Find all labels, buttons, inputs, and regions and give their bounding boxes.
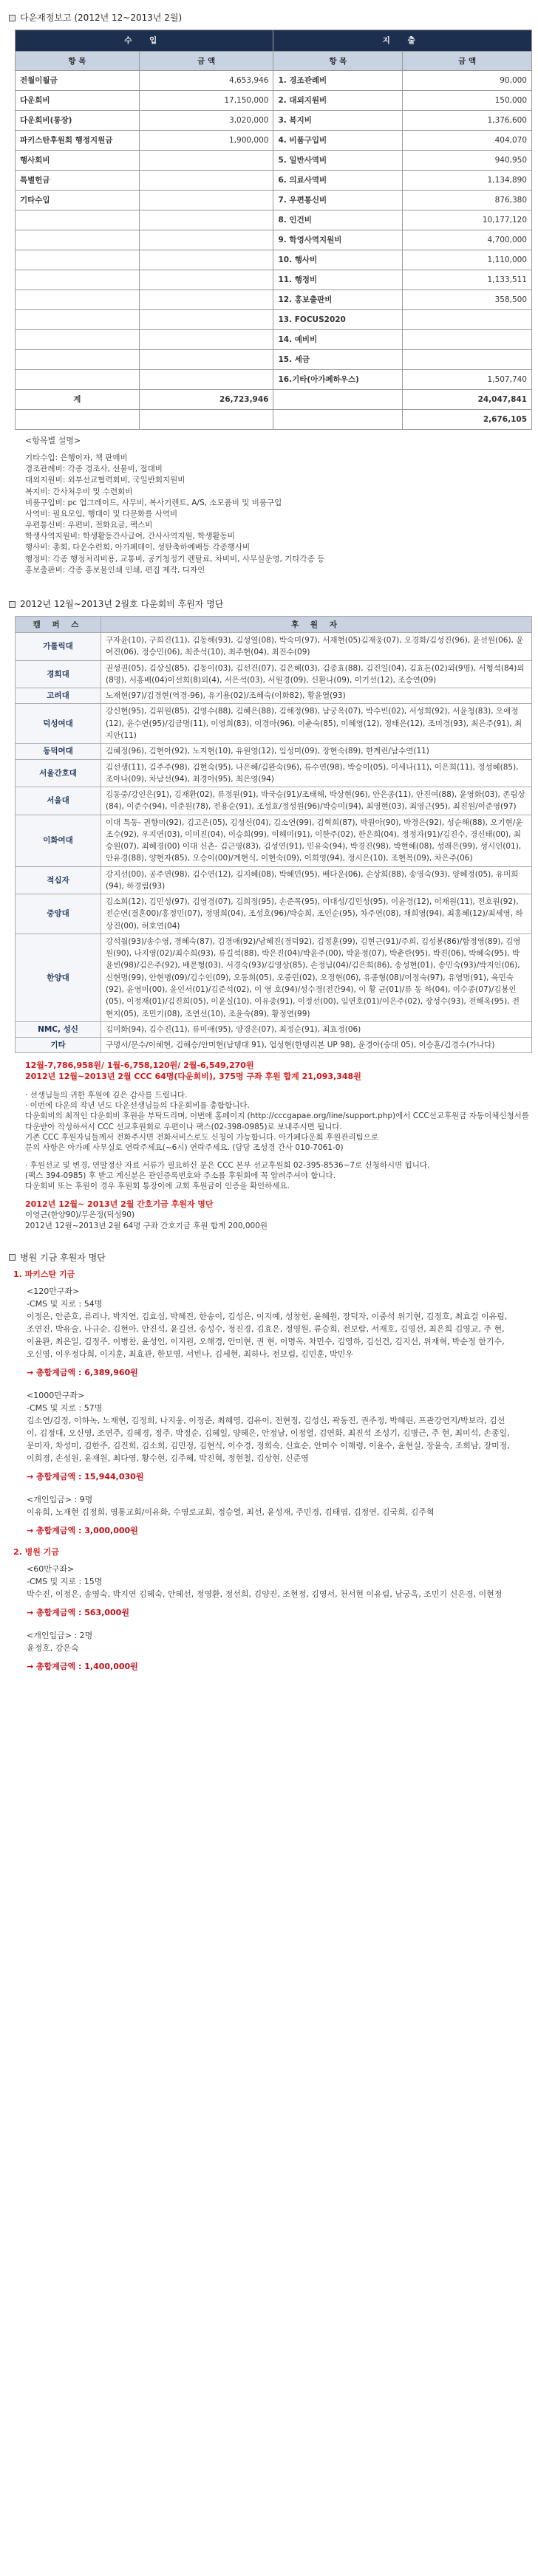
campus-name: 서울대 [16, 787, 101, 815]
campus-name: 가톨릭대 [16, 633, 101, 661]
income-amount [139, 290, 273, 310]
square-bullet-icon [9, 601, 16, 608]
campus-name: 경희대 [16, 660, 101, 688]
expense-item: 1. 경조관례비 [273, 71, 403, 91]
income-amount: 17,150,000 [139, 91, 273, 111]
total-income: 26,723,946 [139, 390, 273, 410]
notice-lines [25, 1090, 529, 1153]
note-line: 대외지원비: 외부선교협력회비, 국일반회지원비 [25, 476, 185, 485]
col-item-income: 항 목 [16, 52, 140, 71]
finance-table [15, 30, 532, 430]
expense-item: 7. 우편통신비 [273, 191, 403, 210]
sponsors-table [15, 616, 532, 1053]
expense-item: 14. 예비비 [273, 330, 403, 350]
income-item [16, 270, 140, 290]
notice-line: (팩스 394-0985) 후 받고 계신분은 관인증록번호와 주소를 후원회에 꼭 알려주셔야 합니다. [25, 1171, 336, 1181]
fund-group-total: → 총합계금액 : 15,944,030원 [27, 1472, 144, 1482]
fund-group-label: <1000만구좌> [27, 1390, 85, 1400]
expense-item: 3. 복지비 [273, 111, 403, 131]
note-line: 홍보출판비: 각종 홍보물인쇄 인쇄, 편집 제작, 디자인 [25, 565, 205, 575]
income-header: 수 입 [16, 30, 273, 52]
total-spacer [273, 390, 403, 410]
fund-group-total: → 총합계금액 : 563,000원 [27, 1607, 129, 1617]
sponsor-names: 김동중/강인은(91), 김재환(02), 류정원(91), 박국승(91)/조태해, 박상현(96), 안은종(11), 안진여(88), 윤영화(03), 존림상(84), 이준수(94), 이준원(78), 전용순(91), 조성효/정성원(96)/박승미(94), 최영현(03), 최영근(95), 최진원/이준영(97) [101, 787, 532, 815]
expense-header: 지 출 [273, 30, 532, 52]
expense-item: 10. 행사비 [273, 250, 403, 270]
expense-amount: 4,700,000 [403, 230, 532, 250]
col-item-expense: 항 목 [273, 52, 403, 71]
note-line: 비품구입비: pc 업그레이드, 사무비, 복사기렌트, A/S, 소모품비 및 비품구입 [25, 498, 282, 507]
sponsor-names: 이대 특동- 권향미(92), 김고은(05), 김성신(04), 김소연(99), 김혁희(87), 박원아(90), 박경은(92), 성순해(88), 오기현/윤조수(92), 우지연(03), 이미진(04), 이승희(99), 이해미(91), 이한주(02), 한은희(04), 정정자(91)/김진수, 경신태(00), 최승원(07), 최혜경(00) 이대 신촌- 김근영(83), 김성연(91), 민유숙(94), 박경진(98), 박현혜(08), 성래은(99), 성시인(01), 안유경(88), 양현자(85), 오승이(00)/계현식, 이현숙(09), 이희영(94), 정시은(10), 조현목(09), 차은주(06) [101, 815, 532, 866]
sponsor-row [16, 744, 532, 759]
fund-group-names: 이유희, 노재현 김정희, 영통교회/이유화, 수영로교회, 정승열, 최선, 윤성재, 주민경, 김태엽, 김정연, 김국희, 김주혁 [27, 1507, 435, 1518]
notice2-lines [25, 1160, 529, 1192]
finance-row [16, 330, 532, 350]
campus-name: NMC, 성신 [16, 1021, 101, 1037]
sponsor-names: 권성권(05), 김상실(85), 김동이(03), 김선건(07), 김은혜(03), 김종효(88), 김진일(04), 김효돈(02)외(9명), 서형석(84)외(8명), 서홍배(04)이선희(8)외(4), 서은석(03), 서원경(09), 신환나(09), 이기선(12), 조승연(09) [101, 660, 532, 688]
total-label: 계 [16, 390, 140, 410]
finance-row [16, 250, 532, 270]
item-notes [25, 436, 529, 575]
expense-item: 5. 일반사역비 [273, 151, 403, 171]
notice-line: · 후원선교 및 변경, 연말정산 자료 서류가 필요하신 분은 CCC 본부 선교후원회 02-395-8536~7로 신청하시면 됩니다. [25, 1161, 430, 1171]
sponsor-row [16, 759, 532, 787]
income-amount [139, 250, 273, 270]
notice-line: · 선생님들의 귀한 후원에 깊은 감사를 드립니다. [25, 1091, 188, 1100]
balance-spacer-1 [16, 410, 140, 430]
sponsors-section-title [9, 598, 529, 610]
notice-line: 문의 사항은 아가페 사무실로 연락주세요(~6시) 연락주세요. (담당 조성경 간사 010-7061-0) [25, 1143, 344, 1152]
notice-line: 다운회비의 최적인 다운회비 후원을 부탁드리며, 이번에 홈페이지 (http://cccgapae.org/line/support.php)에서 CCC선교후원금 자동이체신청서를 다운받아 작성하셔서 CCC 선교후원회로 우편이나 팩스(02-398-0985)로 보내주시면 됩니다. [25, 1111, 529, 1131]
fund-group-count: -CMS 및 지로 : 15명 [27, 1576, 103, 1586]
expense-item: 12. 홍보출판비 [273, 290, 403, 310]
sponsor-names: 구자윤(10), 구희진(11), 김동해(93), 김성열(08), 박숙미(97), 서재현(05)김재웅(07), 오경화/김성진(96), 윤선원(06), 윤여진(06), 정승민(06), 최준석(10), 최주현(04), 최진수(09) [101, 633, 532, 661]
note-line: 행정비: 각종 행정처리비용, 교통비, 공기청정기 렌탈료, 차비비, 사무실운영, 기타각종 등 [25, 554, 325, 564]
sponsor-row [16, 1038, 532, 1053]
expense-amount: 150,000 [403, 91, 532, 111]
income-item: 행사회비 [16, 151, 140, 171]
sponsor-row [16, 1021, 532, 1037]
expense-amount: 10,177,120 [403, 210, 532, 230]
campus-name: 적십자 [16, 866, 101, 894]
income-item: 전월이월금 [16, 71, 140, 91]
finance-row [16, 91, 532, 111]
campus-name: 중앙대 [16, 894, 101, 934]
expense-item: 6. 의료사역비 [273, 171, 403, 191]
finance-title: 다운재정보고 (2012년 12~2013년 2월) [20, 13, 183, 23]
fund-group-total: → 총합계금액 : 1,400,000원 [27, 1661, 138, 1671]
note-line: 학생사역지원비: 학생활동간사급여, 간사사역지원, 학생활동비 [25, 532, 235, 541]
expense-item: 11. 행정비 [273, 270, 403, 290]
campus-name: 이화여대 [16, 815, 101, 866]
sponsor-names: 김선생(11), 김주주(98), 김현숙(95), 나은혜/김완숙(96), 류수연(98), 박승이(05), 이세나(11), 이은희(11), 정성혜(85), 조아나(09), 차남선(94), 최경아(95), 최은영(94) [101, 759, 532, 787]
expense-item: 4. 비품구입비 [273, 131, 403, 151]
notes-lines [25, 453, 529, 575]
income-amount [139, 350, 273, 370]
expense-amount: 1,376,600 [403, 111, 532, 131]
expense-item: 16.기타(아가페하우스) [273, 370, 403, 390]
sponsors-summary-1: 12월-7,786,958원/ 1월-6,758,120원/ 2월-6,549,270원 [25, 1061, 254, 1071]
col-amount-income: 금 액 [139, 52, 273, 71]
sponsors-title: 2012년 12월~2013년 2월호 다운회비 후원자 명단 [20, 598, 224, 609]
campus-name: 서울간호대 [16, 759, 101, 787]
income-item: 기타수입 [16, 191, 140, 210]
income-amount [139, 330, 273, 350]
income-item [16, 370, 140, 390]
finance-row [16, 350, 532, 370]
campus-name: 기타 [16, 1038, 101, 1053]
expense-amount: 358,500 [403, 290, 532, 310]
note-line: 우편통신비: 우편비, 전화요금, 팩스비 [25, 521, 153, 530]
income-item: 파키스탄후원회 행정지원금 [16, 131, 140, 151]
fund-heading: 1. 파키스탄 기금 [13, 1269, 75, 1279]
expense-item: 8. 인건비 [273, 210, 403, 230]
expense-item: 2. 대외지원비 [273, 91, 403, 111]
col-area: 캠 퍼 스 [16, 617, 101, 633]
finance-row [16, 171, 532, 191]
income-amount [139, 270, 273, 290]
income-amount [139, 210, 273, 230]
finance-row [16, 191, 532, 210]
sponsor-names: 노재현(97)/김경현(역경-96), 유기용(02)/조혜숙(이화82), 황윤열(93) [101, 688, 532, 704]
sponsor-names: 강지선(00), 공주연(98), 김수연(12), 김지혜(08), 박혜민(95), 배다운(06), 손상희(88), 송영숙(93), 양혜정(05), 유미희(94), 하경림(93) [101, 866, 532, 894]
fund-heading: 2. 병원 기금 [13, 1546, 59, 1557]
balance-spacer-3 [273, 410, 403, 430]
finance-row [16, 230, 532, 250]
fund-group-total: → 총합계금액 : 3,000,000원 [27, 1526, 138, 1536]
expense-item: 13. FOCUS2020 [273, 310, 403, 330]
finance-row [16, 290, 532, 310]
fund-group-label: <개인입금> : 9명 [27, 1495, 93, 1505]
income-item [16, 210, 140, 230]
expense-amount [403, 330, 532, 350]
campus-name: 고려대 [16, 688, 101, 704]
sponsor-row [16, 934, 532, 1021]
note-line: 행사비: 총회, 다운수련회, 아가페데이, 성탄축하예배등 각종행사비 [25, 543, 251, 552]
sponsors-summary-2: 2012년 12월~2013년 2월 CCC 64명(다운회비), 375명 구좌 후원 합계 21,093,348원 [25, 1072, 361, 1082]
expense-amount: 940,950 [403, 151, 532, 171]
finance-row [16, 270, 532, 290]
income-amount [139, 171, 273, 191]
note-line: 경조관례비: 각종 경조사, 선물비, 접대비 [25, 465, 163, 474]
fund-group-label: <개인입금> : 2명 [27, 1630, 93, 1640]
funds-section-title [9, 1252, 529, 1264]
expense-amount: 1,507,740 [403, 370, 532, 390]
income-amount [139, 370, 273, 390]
event-line-1: 이영근(한양90)/무은정(덕성90) [25, 1210, 135, 1220]
funds-body [9, 1270, 529, 1673]
income-amount [139, 310, 273, 330]
fund-group-names: 윤정호, 강은숙 [27, 1642, 79, 1653]
finance-row [16, 310, 532, 330]
income-item [16, 290, 140, 310]
notice-line: 기존 CCC 후원자님들께서 전화주시면 전화서비스로도 신청이 가능합니다. 아가페다운회 후원관리팀으로 [25, 1132, 379, 1142]
finance-row [16, 370, 532, 390]
expense-amount [403, 350, 532, 370]
sponsor-names: 강신현(95), 김위원(85), 김영수(88), 김혜은(88), 김해정(98), 남궁옥(07), 박수빈(02), 서성희(92), 서윤청(83), 오애정(12), 윤수연(95)/김금명(11), 이영희(83), 이경아(96), 이춘숙(85), 이혜영(12), 정태은(12), 조미경(93), 최은주(91), 최지안(11) [101, 704, 532, 744]
sponsor-names: 김미화(94), 김수진(11), 류미애(95), 양경은(07), 최정순(91), 최효정(06) [101, 1021, 532, 1037]
event-line-2: 2012년 12월~2013년 2월 64명 구좌 간호기금 후원 합계 200,000원 [25, 1221, 268, 1230]
sponsor-names: 강석월(93)/송수영, 경혜숙(87), 김경애(92)/남혜진(경덕92), 김정훈(99), 김현근(91)/주희, 김성봉(86)/함정영(89), 김영원(90), 나지영(02)/최수희(93), 류길석(88), 박은진(04)/박윤주(00), 박윤정(07), 박춘란(95), 박진(06), 박혜숙(95), 박윤빈(98)/김은주(92), 배문형(03), 서경숙(93)/김영상(85), 손정님(04)/김은희(86), 송성현(01), 송민숙(93)/박지인(06), 신현명(99), 안현병(09)/김수인(09), 오동희(05), 오중민(02), 오정현(06), 유종형(08)/이정숙(97), 유영명(91), 육민숙(92), 윤영미(00), 윤인서(01)/김준석(02), 이 영 호(94)/성수경(전간94), 이 황 균(01)/류 동 하(04), 이수종(07)/김봉인(05), 이정재(01)/김진희(05), 이윤실(10), 이유종(91), 이정선(00), 임연호(01)/이은주(02), 장성수(93), 전해옥(95), 전현지(05), 조민기(08), 조연선(10), 조윤숙(89), 황정연(99) [101, 934, 532, 1021]
income-item [16, 310, 140, 330]
expense-amount: 1,133,511 [403, 270, 532, 290]
campus-name: 한양대 [16, 934, 101, 1021]
sponsor-row [16, 894, 532, 934]
finance-row [16, 210, 532, 230]
income-item: 특별헌금 [16, 171, 140, 191]
sponsor-names: 구명서/문수/이혜현, 김해승/안미현(남뎅대 91), 업성현(한뎅리본 UP 98), 윤경아(숭대 05), 이승훈/김경수(가나다) [101, 1038, 532, 1053]
finance-section-title [9, 12, 529, 24]
income-amount: 4,653,946 [139, 71, 273, 91]
sponsor-row [16, 704, 532, 744]
finance-row [16, 71, 532, 91]
expense-amount: 876,380 [403, 191, 532, 210]
income-amount: 3,020,000 [139, 111, 273, 131]
col-names: 후 원 자 [101, 617, 532, 633]
expense-amount [403, 310, 532, 330]
notice-line: 다운회비 또는 후원이 경우 후원회 통장이에 교회 후원금이 인증을 확인하세요. [25, 1182, 290, 1191]
fund-group-names: 이정은, 안준호, 류리나, 박지연, 김효심, 박혜진, 한송이, 김성은, 이지예, 성창헌, 윤혜원, 장덕자, 이중석 위기현, 김정호, 최효걸 이유림, 조연진, 박유술, 나규순, 김현아, 안진석, 윤길선, 송성수, 정진경, 김효은, 정영원, 류승희, 전보람, 서재호, 김영선, 최은희 김영교, 주 현, 이윤완, 최은일, 김정주, 이병찬, 윤성인, 이지원, 오해경, 안미현, 권 현, 이명옥, 차민수, 김영하, 김선건, 김지선, 위재혁, 박순정 한기수, 오신영, 이우정다희, 이지훈, 최효관, 한보영, 서빈나, 김세현, 최하나, 전보림, 김민훈, 박민우 [27, 1311, 508, 1360]
fund-group-names: 김소연/김정, 이하녹, 노재현, 김정희, 나지웅, 이정준, 최혜영, 김유이, 전현정, 김성신, 곽동진, 권주정, 박혜린, 프관강연지/박보라, 김선이, 김정대, 오신영, 조연주, 김혜경, 정주, 박정순, 김혜일, 양혜은, 안정남, 이정열, 김연화, 최진석 조성기, 김병근, 주 현, 최미석, 손종일, 문미자, 차성미, 김한주, 김진희, 김소희, 김민정, 김현식, 이수경, 정희숙, 신효순, 안미수 이해령, 이윤수, 윤현실, 장윤숙, 조희남, 장미정, 이희경, 손성원, 윤재원, 최다영, 황수현, 김주혜, 박진혁, 정현철, 김상현, 신준영 [27, 1416, 510, 1464]
note-line: 사역비: 필요모임, 행대이 및 다문화를 사역비 [25, 509, 178, 518]
fund-group-count: -CMS 및 지로 : 54명 [27, 1298, 103, 1309]
income-amount [139, 151, 273, 171]
fund-group-label: <120만구좌> [27, 1286, 80, 1296]
expense-amount: 90,000 [403, 71, 532, 91]
sponsor-row [16, 866, 532, 894]
square-bullet-icon [9, 1254, 16, 1261]
income-item [16, 330, 140, 350]
fund-group-total: → 총합계금액 : 6,389,960원 [27, 1368, 138, 1378]
fund-group-count: -CMS 및 지로 : 57명 [27, 1402, 103, 1413]
campus-name: 동덕여대 [16, 744, 101, 759]
finance-row [16, 111, 532, 131]
fund-group-names: 박수진, 이정은, 송영숙, 박지연 김혜숙, 안혜선, 정영환, 정선희, 김양진, 조현정, 김영서, 천서현 이유림, 남궁옥, 조민기 신은경, 이현정 [27, 1589, 503, 1599]
income-amount: 1,900,000 [139, 131, 273, 151]
income-item: 다운회비(통장) [16, 111, 140, 131]
sponsor-row [16, 660, 532, 688]
income-item [16, 250, 140, 270]
income-amount [139, 191, 273, 210]
campus-name: 덕성여대 [16, 704, 101, 744]
notice-line: · 이번에 다운의 작년 년도 다운선생님들의 다운회비를 총합합니다. [25, 1101, 250, 1111]
sponsors-rows [16, 633, 532, 1053]
expense-item: 9. 학영사역지원비 [273, 230, 403, 250]
note-line: 복지비: 간사처우비 및 수련회비 [25, 487, 133, 496]
sponsor-names: 김혜정(96), 김현아(92), 노지현(10), 유원영(12), 임성미(09), 장현숙(89), 한계린/남수연(11) [101, 744, 532, 759]
expense-item: 15. 세금 [273, 350, 403, 370]
total-expense: 24,047,841 [403, 390, 532, 410]
col-amount-expense: 금 액 [403, 52, 532, 71]
income-item: 다운회비 [16, 91, 140, 111]
event-title: 2012년 12월~ 2013년 2월 간호기금 후원자 명단 [25, 1199, 214, 1209]
income-item [16, 350, 140, 370]
expense-amount: 1,110,000 [403, 250, 532, 270]
sponsor-row [16, 688, 532, 704]
finance-row [16, 151, 532, 171]
sponsor-row [16, 633, 532, 661]
notes-title: <항목별 설명> [25, 436, 81, 446]
fund-group-label: <60만구좌> [27, 1563, 75, 1574]
income-amount [139, 230, 273, 250]
finance-row [16, 131, 532, 151]
finance-rows [16, 71, 532, 390]
sponsor-row [16, 787, 532, 815]
balance-amount: 2,676,105 [403, 410, 532, 430]
expense-amount: 1,134,890 [403, 171, 532, 191]
balance-spacer-2 [139, 410, 273, 430]
square-bullet-icon [9, 15, 16, 21]
funds-title: 병원 기금 후원자 명단 [20, 1252, 106, 1263]
income-item [16, 230, 140, 250]
sponsor-row [16, 815, 532, 866]
note-line: 기타수입: 은행이자, 책 판매비 [25, 453, 128, 463]
sponsor-names: 김소희(12), 김민성(97), 김영경(07), 김희정(95), 손준목(95), 이대성/김민성(95), 이윤경(12), 이재원(11), 전호원(92), 전순연(결혼00)/홍정민(07), 정명희(04), 조성호(96)/박승희, 조인순(95), 차주연(08), 채희영(94), 최홍혜(12)/최세영, 하상진(00), 허호연(04) [101, 894, 532, 934]
expense-amount: 404,070 [403, 131, 532, 151]
